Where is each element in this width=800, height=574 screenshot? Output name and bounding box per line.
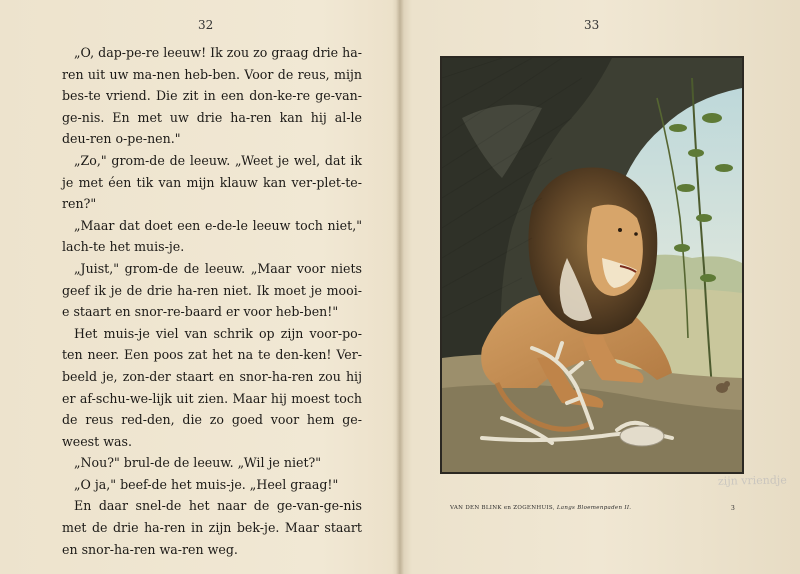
lion-illustration-svg [442,58,742,472]
paragraph: „O, dap-pe-re leeuw! Ik zou zo graag drie ha-ren uit uw ma-nen heb-ben. Voor de reus, mijn bes-te vriend. Die zit in een don-ke-re ge-van-ge-nis. En met uw drie ha-ren kan hij al-le deu-ren o-pe-nen." [62,45,362,147]
left-page-number: 32 [198,18,214,32]
book-gutter [396,0,404,574]
paragraph: „Maar dat doet een e-de-le leeuw toch niet," lach-te het muis-je. [62,217,362,255]
caption-publisher: VAN DEN BLINK en ZOGENHUIS, [450,505,555,511]
paragraph: „O ja," beef-de het muis-je. „Heel graag!" [74,476,339,492]
plate-caption [450,505,670,511]
left-page-text [62,42,362,560]
paragraph: „Nou?" brul-de de leeuw. „Wil je niet?" [74,455,322,471]
paragraph: „Juist," grom-de de leeuw. „Maar voor niets geef ik je de drie ha-ren niet. Ik moet je mooi-e staart en snor-re-baard er voor heb-ben!" [62,260,362,320]
paragraph: En daar snel-de het naar de ge-van-ge-nis met de drie ha-ren in zijn bek-je. Maar staart en snor-ha-ren wa-ren weg. [62,498,362,557]
paragraph: „Zo," grom-de de leeuw. „Weet je wel, dat ik je met éen tik van mijn klauw kan ver-plet-te-ren?" [62,152,362,212]
show-through-text: zijn vriendje [717,473,787,488]
lion-illustration [440,56,744,474]
right-page-number: 33 [584,18,600,32]
caption-title: Langs Bloemenpaden II. [556,505,632,511]
signature-mark: 3 [731,505,735,512]
paragraph: Het muis-je viel van schrik op zijn voor-po-ten neer. Een poos zat het na te den-ken! Ver-beeld je, zon-der staart en snor-ha-ren zou hij er af-schu-we-lijk uit zien. Maar hij moest toch de reus red-den, die zo goed voor hem ge-weest was. [62,325,362,449]
